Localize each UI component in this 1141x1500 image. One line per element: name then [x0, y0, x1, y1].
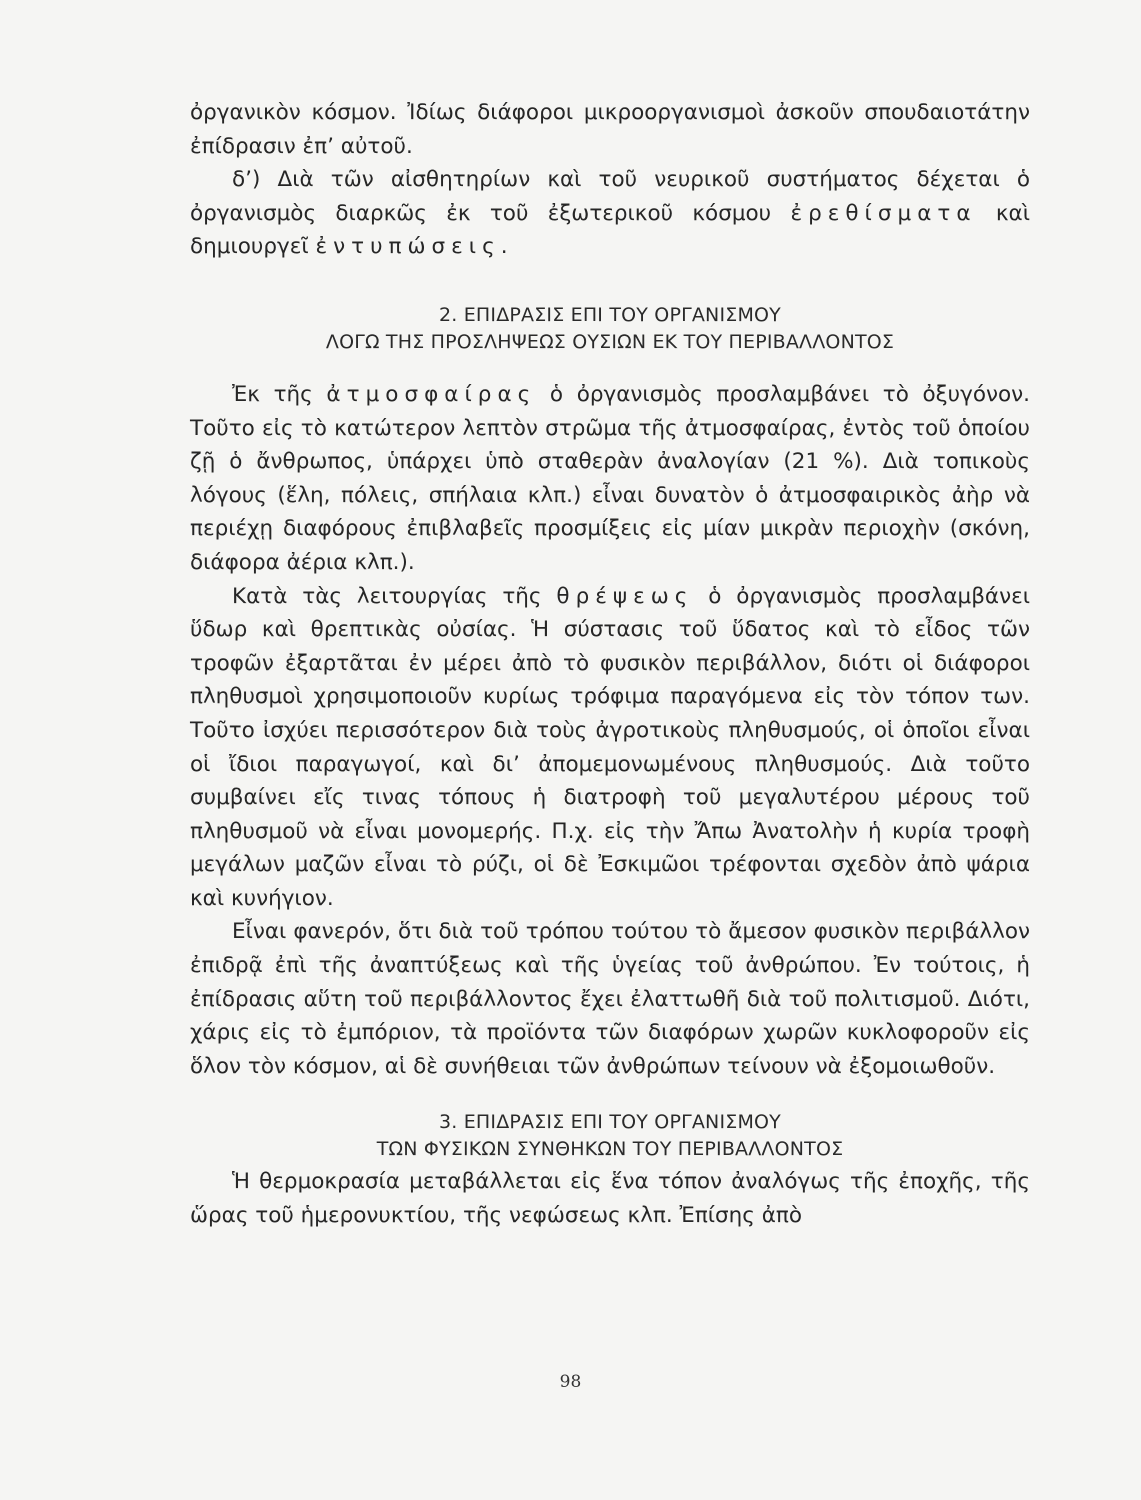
paragraph-text: Κατὰ τὰς λειτουργίας τῆς	[232, 583, 557, 609]
spaced-term-nutrition: θρέψεως	[556, 583, 694, 609]
paragraph-text: Εἶναι φανερόν, ὅτι διὰ τοῦ τρόπου τούτου τὸ ἄμεσον φυσικὸν περιβάλλον ἐπιδρᾷ ἐπὶ τῆς ἀναπτύξεως καὶ τῆς ὑγείας τοῦ ἀνθρώπου. Ἐν τούτοις, ἡ ἐπίδρασις αὕτη τοῦ περιβάλλοντος ἔχει ἐλαττωθῆ διὰ τοῦ πολιτισμοῦ. Διότι, χάρις εἰς τὸ ἐμπόριον, τὰ προϊόντα τῶν διαφόρων χωρῶν κυκλοφοροῦν εἰς ὅλον τὸν κόσμον, αἱ δὲ συνήθειαι τῶν ἀνθρώπων τείνουν νὰ ἐξομοιωθοῦν.	[190, 919, 1030, 1079]
paragraph-environment-civilization	[190, 915, 1030, 1083]
section-3-heading	[190, 1109, 1030, 1163]
paragraph-text: ὁ ὀργανισμὸς προσλαμβάνει ὕδωρ καὶ θρεπτικὰς οὐσίας. Ἡ σύστασις τοῦ ὕδατος καὶ τὸ εἶδος τῶν τροφῶν ἐξαρτᾶται ἐν μέρει ἀπὸ τὸ φυσικὸν περιβάλλον, διότι οἱ διάφοροι πληθυσμοὶ χρησιμοποιοῦν κυρίως τρόφιμα παραγόμενα εἰς τὸν τόπον των. Τοῦτο ἰσχύει περισσότερον διὰ τοὺς ἀγροτικοὺς πληθυσμούς, οἱ ὁποῖοι εἶναι οἱ ἴδιοι παραγωγοί, καὶ δι’ ἀπομεμονωμένους πληθυσμούς. Διὰ τοῦτο συμβαίνει εἴς τινας τόπους ἡ διατροφὴ τοῦ μεγαλυτέρου μέρους τοῦ πληθυσμοῦ νὰ εἶναι μονομερής. Π.χ. εἰς τὴν Ἄπω Ἀνατολὴν ἡ κυρία τροφὴ μεγάλων μαζῶν εἶναι τὸ ρύζι, οἱ δὲ Ἐσκιμῶοι τρέφονται σχεδὸν ἀπὸ ψάρια καὶ κυνήγιον.	[190, 583, 1030, 911]
spaced-term-stimuli: ἐρεθίσματα	[790, 200, 977, 226]
section-2-title-line-2: ΛΟΓΩ ΤΗΣ ΠΡΟΣΛΗΨΕΩΣ ΟΥΣΙΩΝ ΕΚ ΤΟΥ ΠΕΡΙΒΑΛΛΟΝΤΟΣ	[325, 330, 895, 353]
paragraph-atmosphere	[190, 378, 1030, 580]
page-number: 98	[559, 1372, 582, 1392]
paragraph-text: ὀργανικὸν κόσμον. Ἰδίως διάφοροι μικροοργανισμοὶ ἀσκοῦν σπουδαιοτάτην ἐπίδρασιν ἐπ’ αὐτοῦ.	[190, 100, 1030, 159]
section-3-title-line-1: 3. ΕΠΙΔΡΑΣΙΣ ΕΠΙ ΤΟΥ ΟΡΓΑΝΙΣΜΟΥ	[439, 1111, 781, 1134]
paragraph-text: καὶ δημιουργεῖ	[190, 200, 1030, 260]
paragraph-text: Ἐκ τῆς	[232, 381, 327, 407]
paragraph-text: Ἡ θερμοκρασία μεταβάλλεται εἰς ἕνα τόπον ἀναλόγως τῆς ἐποχῆς, τῆς ὥρας τοῦ ἡμερονυκτίου, τῆς νεφώσεως κλπ. Ἐπίσης ἀπὸ	[190, 1169, 1030, 1229]
paragraph-text: .	[500, 234, 508, 260]
paragraph-text: ὁ ὀργανισμὸς προσλαμβάνει τὸ ὀξυγόνον. Τοῦτο εἰς τὸ κατώτερον λεπτὸν στρῶμα τῆς ἀτμοσφαίρας, ἐντὸς τοῦ ὁποίου ζῇ ὁ ἄνθρωπος, ὑπάρχει ὑπὸ σταθερὰν ἀναλογίαν (21 %). Διὰ τοπικοὺς λόγους (ἕλη, πόλεις, σπήλαια κλπ.) εἶναι δυνατὸν ὁ ἀτμοσφαιρικὸς ἀὴρ νὰ περιέχῃ διαφόρους ἐπιβλαβεῖς προσμίξεις εἰς μίαν μικρὰν περιοχὴν (σκόνη, διάφορα ἀέρια κλπ.).	[190, 381, 1030, 575]
spaced-term-atmosphere: ἀτμοσφαίρας	[326, 381, 537, 407]
page-body	[190, 96, 1030, 1233]
section-2-title-line-1: 2. ΕΠΙΔΡΑΣΙΣ ΕΠΙ ΤΟΥ ΟΡΓΑΝΙΣΜΟΥ	[439, 303, 781, 326]
paragraph-temperature	[190, 1165, 1030, 1232]
section-2-heading	[190, 302, 1030, 356]
section-3-title-line-2: ΤΩΝ ΦΥΣΙΚΩΝ ΣΥΝΘΗΚΩΝ ΤΟΥ ΠΕΡΙΒΑΛΛΟΝΤΟΣ	[376, 1138, 844, 1161]
paragraph-nutrition	[190, 580, 1030, 916]
paragraph-text: δ’) Διὰ τῶν αἰσθητηρίων καὶ τοῦ νευρικοῦ συστήματος δέχεται ὁ ὀργανισμὸς διαρκῶς ἐκ τοῦ ἐξωτερικοῦ κόσμου	[190, 167, 1030, 226]
paragraph-organic-world	[190, 96, 1030, 163]
paragraph-senses	[190, 163, 1030, 264]
spaced-term-impressions: ἐντυπώσεις	[315, 234, 501, 260]
